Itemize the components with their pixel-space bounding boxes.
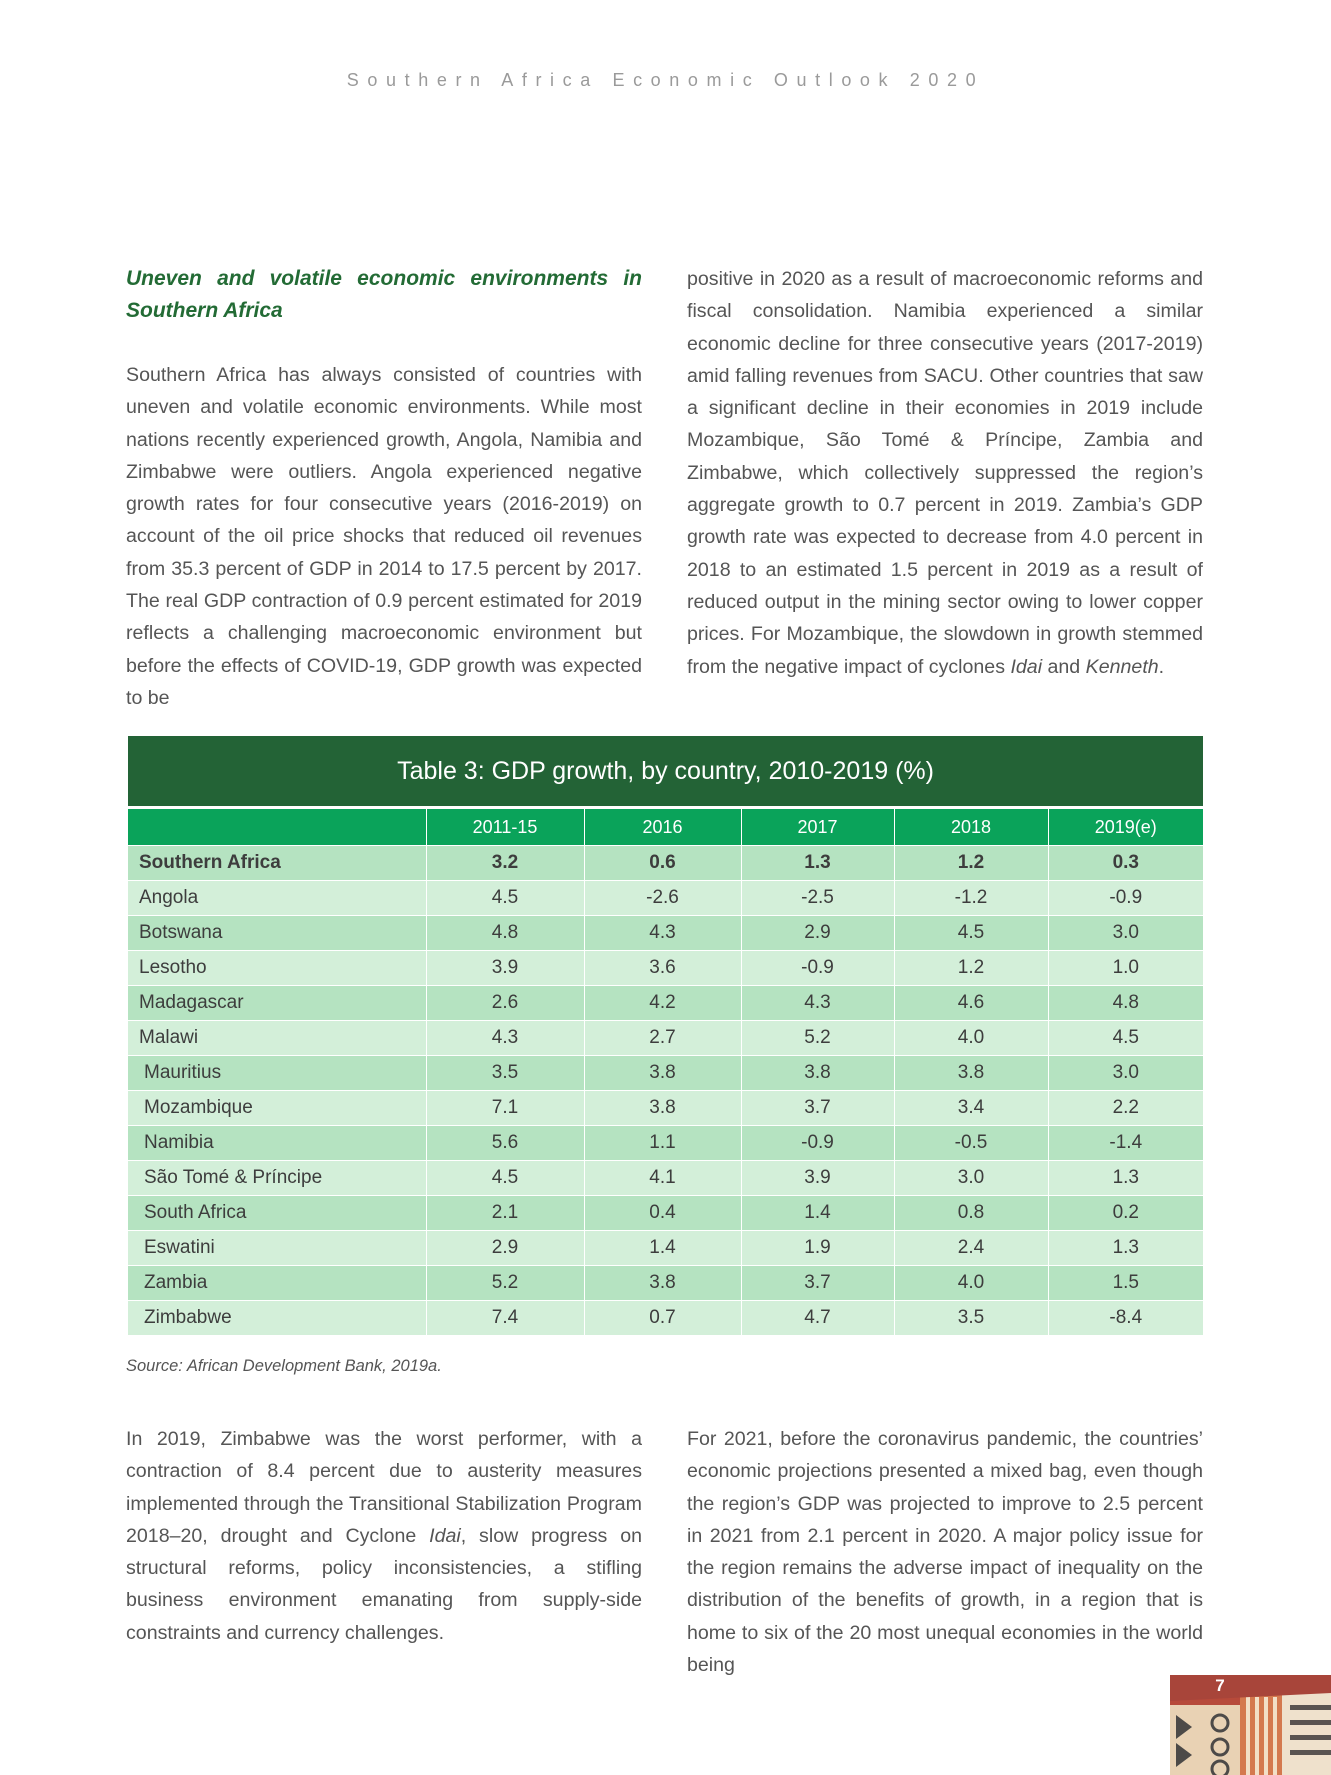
value-cell: 4.3	[741, 986, 894, 1021]
column-header-2011-15: 2011-15	[426, 808, 584, 846]
country-cell: Zambia	[128, 1266, 426, 1301]
value-cell: 3.7	[741, 1266, 894, 1301]
value-cell: 1.3	[741, 846, 894, 881]
intro-right-paragraph	[687, 263, 1203, 683]
value-cell: 1.3	[1048, 1161, 1203, 1196]
value-cell: 2.7	[584, 1021, 741, 1056]
value-cell: 4.0	[894, 1266, 1048, 1301]
value-cell: 4.7	[741, 1301, 894, 1336]
value-cell: 4.8	[1048, 986, 1203, 1021]
country-cell: Botswana	[128, 916, 426, 951]
page-number: 7	[1215, 1676, 1225, 1695]
value-cell: 1.5	[1048, 1266, 1203, 1301]
value-cell: 4.3	[426, 1021, 584, 1056]
table-row	[128, 1231, 1203, 1266]
intro-right-text: positive in 2020 as a result of macroeconomic reforms and fiscal consolidation. Namibia experienced a similar economic decline for three consecutive years (2017-2019) amid falling revenues from SACU. Other countries that saw a significant decline in their economies in 2019 include Mozambique, São Tomé & Príncipe, Zambia and Zimbabwe, which collectively suppressed the region’s aggregate growth to 0.7 percent in 2019. Zambia’s GDP growth rate was expected to decrease from 4.0 percent in 2018 to an estimated 1.5 percent in 2019 as a result of reduced output in the mining sector owing to lower copper prices. For Mozambique, the slowdown in growth stemmed from the negative impact of cyclones	[687, 268, 1203, 678]
value-cell: 1.4	[741, 1196, 894, 1231]
value-cell: 3.2	[426, 846, 584, 881]
value-cell: -0.9	[741, 951, 894, 986]
country-cell: Zimbabwe	[128, 1301, 426, 1336]
table-row	[128, 1266, 1203, 1301]
value-cell: 3.4	[894, 1091, 1048, 1126]
value-cell: 3.8	[584, 1266, 741, 1301]
table-row	[128, 1021, 1203, 1056]
value-cell: 2.2	[1048, 1091, 1203, 1126]
table-row	[128, 1126, 1203, 1161]
value-cell: 4.3	[584, 916, 741, 951]
value-cell: 0.6	[584, 846, 741, 881]
value-cell: 2.9	[741, 916, 894, 951]
value-cell: 3.0	[1048, 916, 1203, 951]
country-cell: Mozambique	[128, 1091, 426, 1126]
value-cell: 1.3	[1048, 1231, 1203, 1266]
value-cell: -1.2	[894, 881, 1048, 916]
value-cell: -2.5	[741, 881, 894, 916]
country-cell: Eswatini	[128, 1231, 426, 1266]
value-cell: 0.7	[584, 1301, 741, 1336]
lower-right-column	[687, 1423, 1203, 1681]
value-cell: 4.5	[894, 916, 1048, 951]
value-cell: 3.8	[584, 1091, 741, 1126]
value-cell: 3.0	[1048, 1056, 1203, 1091]
value-cell: 5.2	[426, 1266, 584, 1301]
value-cell: 4.5	[426, 1161, 584, 1196]
table-row	[128, 986, 1203, 1021]
intro-and: and	[1047, 655, 1081, 678]
value-cell: 3.8	[741, 1056, 894, 1091]
value-cell: 1.1	[584, 1126, 741, 1161]
value-cell: 5.6	[426, 1126, 584, 1161]
value-cell: 1.4	[584, 1231, 741, 1266]
value-cell: 2.1	[426, 1196, 584, 1231]
table-row	[128, 1301, 1203, 1336]
table-row	[128, 1091, 1203, 1126]
value-cell: 4.8	[426, 916, 584, 951]
table-row	[128, 951, 1203, 986]
table-body	[128, 846, 1203, 1336]
table-row	[128, 1161, 1203, 1196]
value-cell: 0.4	[584, 1196, 741, 1231]
value-cell: 1.2	[894, 846, 1048, 881]
intro-left-paragraph: Southern Africa has always consisted of countries with uneven and volatile economic environments. While most nations recently experienced growth, Angola, Namibia and Zimbabwe were outliers. Angola experienced negative growth rates for four consecutive years (2016-2019) on account of the oil price shocks that reduced oil revenues from 35.3 percent of GDP in 2014 to 17.5 percent by 2017. The real GDP contraction of 0.9 percent estimated for 2019 reflects a challenging macroeconomic environment but before the effects of COVID-19, GDP growth was expected to be	[126, 364, 642, 709]
value-cell: 4.5	[1048, 1021, 1203, 1056]
country-cell: Namibia	[128, 1126, 426, 1161]
gdp-growth-table	[128, 736, 1203, 1335]
value-cell: -1.4	[1048, 1126, 1203, 1161]
value-cell: 3.5	[894, 1301, 1048, 1336]
intro-period: .	[1158, 655, 1165, 678]
intro-left-column	[126, 263, 642, 714]
table-title-row	[128, 736, 1203, 808]
country-cell: South Africa	[128, 1196, 426, 1231]
value-cell: 1.9	[741, 1231, 894, 1266]
value-cell: 3.5	[426, 1056, 584, 1091]
value-cell: -8.4	[1048, 1301, 1203, 1336]
value-cell: 1.0	[1048, 951, 1203, 986]
country-cell: São Tomé & Príncipe	[128, 1161, 426, 1196]
lower-left-column	[126, 1423, 642, 1649]
value-cell: -0.5	[894, 1126, 1048, 1161]
column-header-2017: 2017	[741, 808, 894, 846]
country-cell: Malawi	[128, 1021, 426, 1056]
value-cell: -0.9	[741, 1126, 894, 1161]
table-title: Table 3: GDP growth, by country, 2010-2019 (%)	[128, 736, 1203, 808]
country-cell: Lesotho	[128, 951, 426, 986]
value-cell: 4.0	[894, 1021, 1048, 1056]
column-header-2016: 2016	[584, 808, 741, 846]
value-cell: 2.6	[426, 986, 584, 1021]
value-cell: 4.1	[584, 1161, 741, 1196]
lower-left-text-end: , slow progress on structural reforms, policy inconsistencies, a stifling business environment emanating from supply-side constraints and currency challenges.	[126, 1524, 642, 1644]
value-cell: 7.4	[426, 1301, 584, 1336]
value-cell: 3.7	[741, 1091, 894, 1126]
table-row	[128, 1196, 1203, 1231]
value-cell: -0.9	[1048, 881, 1203, 916]
value-cell: 2.4	[894, 1231, 1048, 1266]
country-cell: Mauritius	[128, 1056, 426, 1091]
value-cell: 3.0	[894, 1161, 1048, 1196]
value-cell: 3.8	[894, 1056, 1048, 1091]
lower-left-paragraph	[126, 1423, 642, 1649]
cyclone-idai-lower: Idai	[429, 1524, 461, 1547]
lower-right-paragraph: For 2021, before the coronavirus pandemic, the countries’ economic projections presented a mixed bag, even though the region’s GDP was projected to improve to 2.5 percent in 2021 from 2.1 percent in 2020. A major policy issue for the region remains the adverse impact of inequality on the distribution of the benefits of growth, in a region that is home to six of the 20 most unequal economies in the world being	[687, 1428, 1203, 1677]
value-cell: 3.6	[584, 951, 741, 986]
value-cell: 3.9	[426, 951, 584, 986]
table-row	[128, 1056, 1203, 1091]
value-cell: 1.2	[894, 951, 1048, 986]
table-row	[128, 916, 1203, 951]
value-cell: -2.6	[584, 881, 741, 916]
value-cell: 3.9	[741, 1161, 894, 1196]
column-header-2018: 2018	[894, 808, 1048, 846]
intro-right-column	[687, 263, 1203, 683]
table-row	[128, 881, 1203, 916]
lower-left-text: In 2019, Zimbabwe was the worst performer, with a contraction of 8.4 percent due to austerity measures implemented through the Transitional Stabilization Program 2018–20, drought and Cyclone	[126, 1428, 642, 1547]
value-cell: 3.8	[584, 1056, 741, 1091]
table-header-row	[128, 808, 1203, 846]
table-row	[128, 846, 1203, 881]
country-cell: Angola	[128, 881, 426, 916]
value-cell: 0.8	[894, 1196, 1048, 1231]
value-cell: 4.6	[894, 986, 1048, 1021]
country-cell: Madagascar	[128, 986, 426, 1021]
value-cell: 0.2	[1048, 1196, 1203, 1231]
value-cell: 4.2	[584, 986, 741, 1021]
table-source-note: Source: African Development Bank, 2019a.	[126, 1357, 442, 1375]
value-cell: 2.9	[426, 1231, 584, 1266]
column-header-2019-e-: 2019(e)	[1048, 808, 1203, 846]
column-header-country	[128, 808, 426, 846]
value-cell: 4.5	[426, 881, 584, 916]
country-cell: Southern Africa	[128, 846, 426, 881]
value-cell: 7.1	[426, 1091, 584, 1126]
section-heading: Uneven and volatile economic environments in Southern Africa	[126, 267, 642, 322]
decorative-pattern	[1170, 1675, 1331, 1775]
cyclone-idai: Idai	[1010, 655, 1043, 678]
value-cell: 5.2	[741, 1021, 894, 1056]
value-cell: 0.3	[1048, 846, 1203, 881]
running-header: Southern Africa Economic Outlook 2020	[346, 70, 985, 90]
cyclone-kenneth: Kenneth	[1085, 655, 1159, 678]
